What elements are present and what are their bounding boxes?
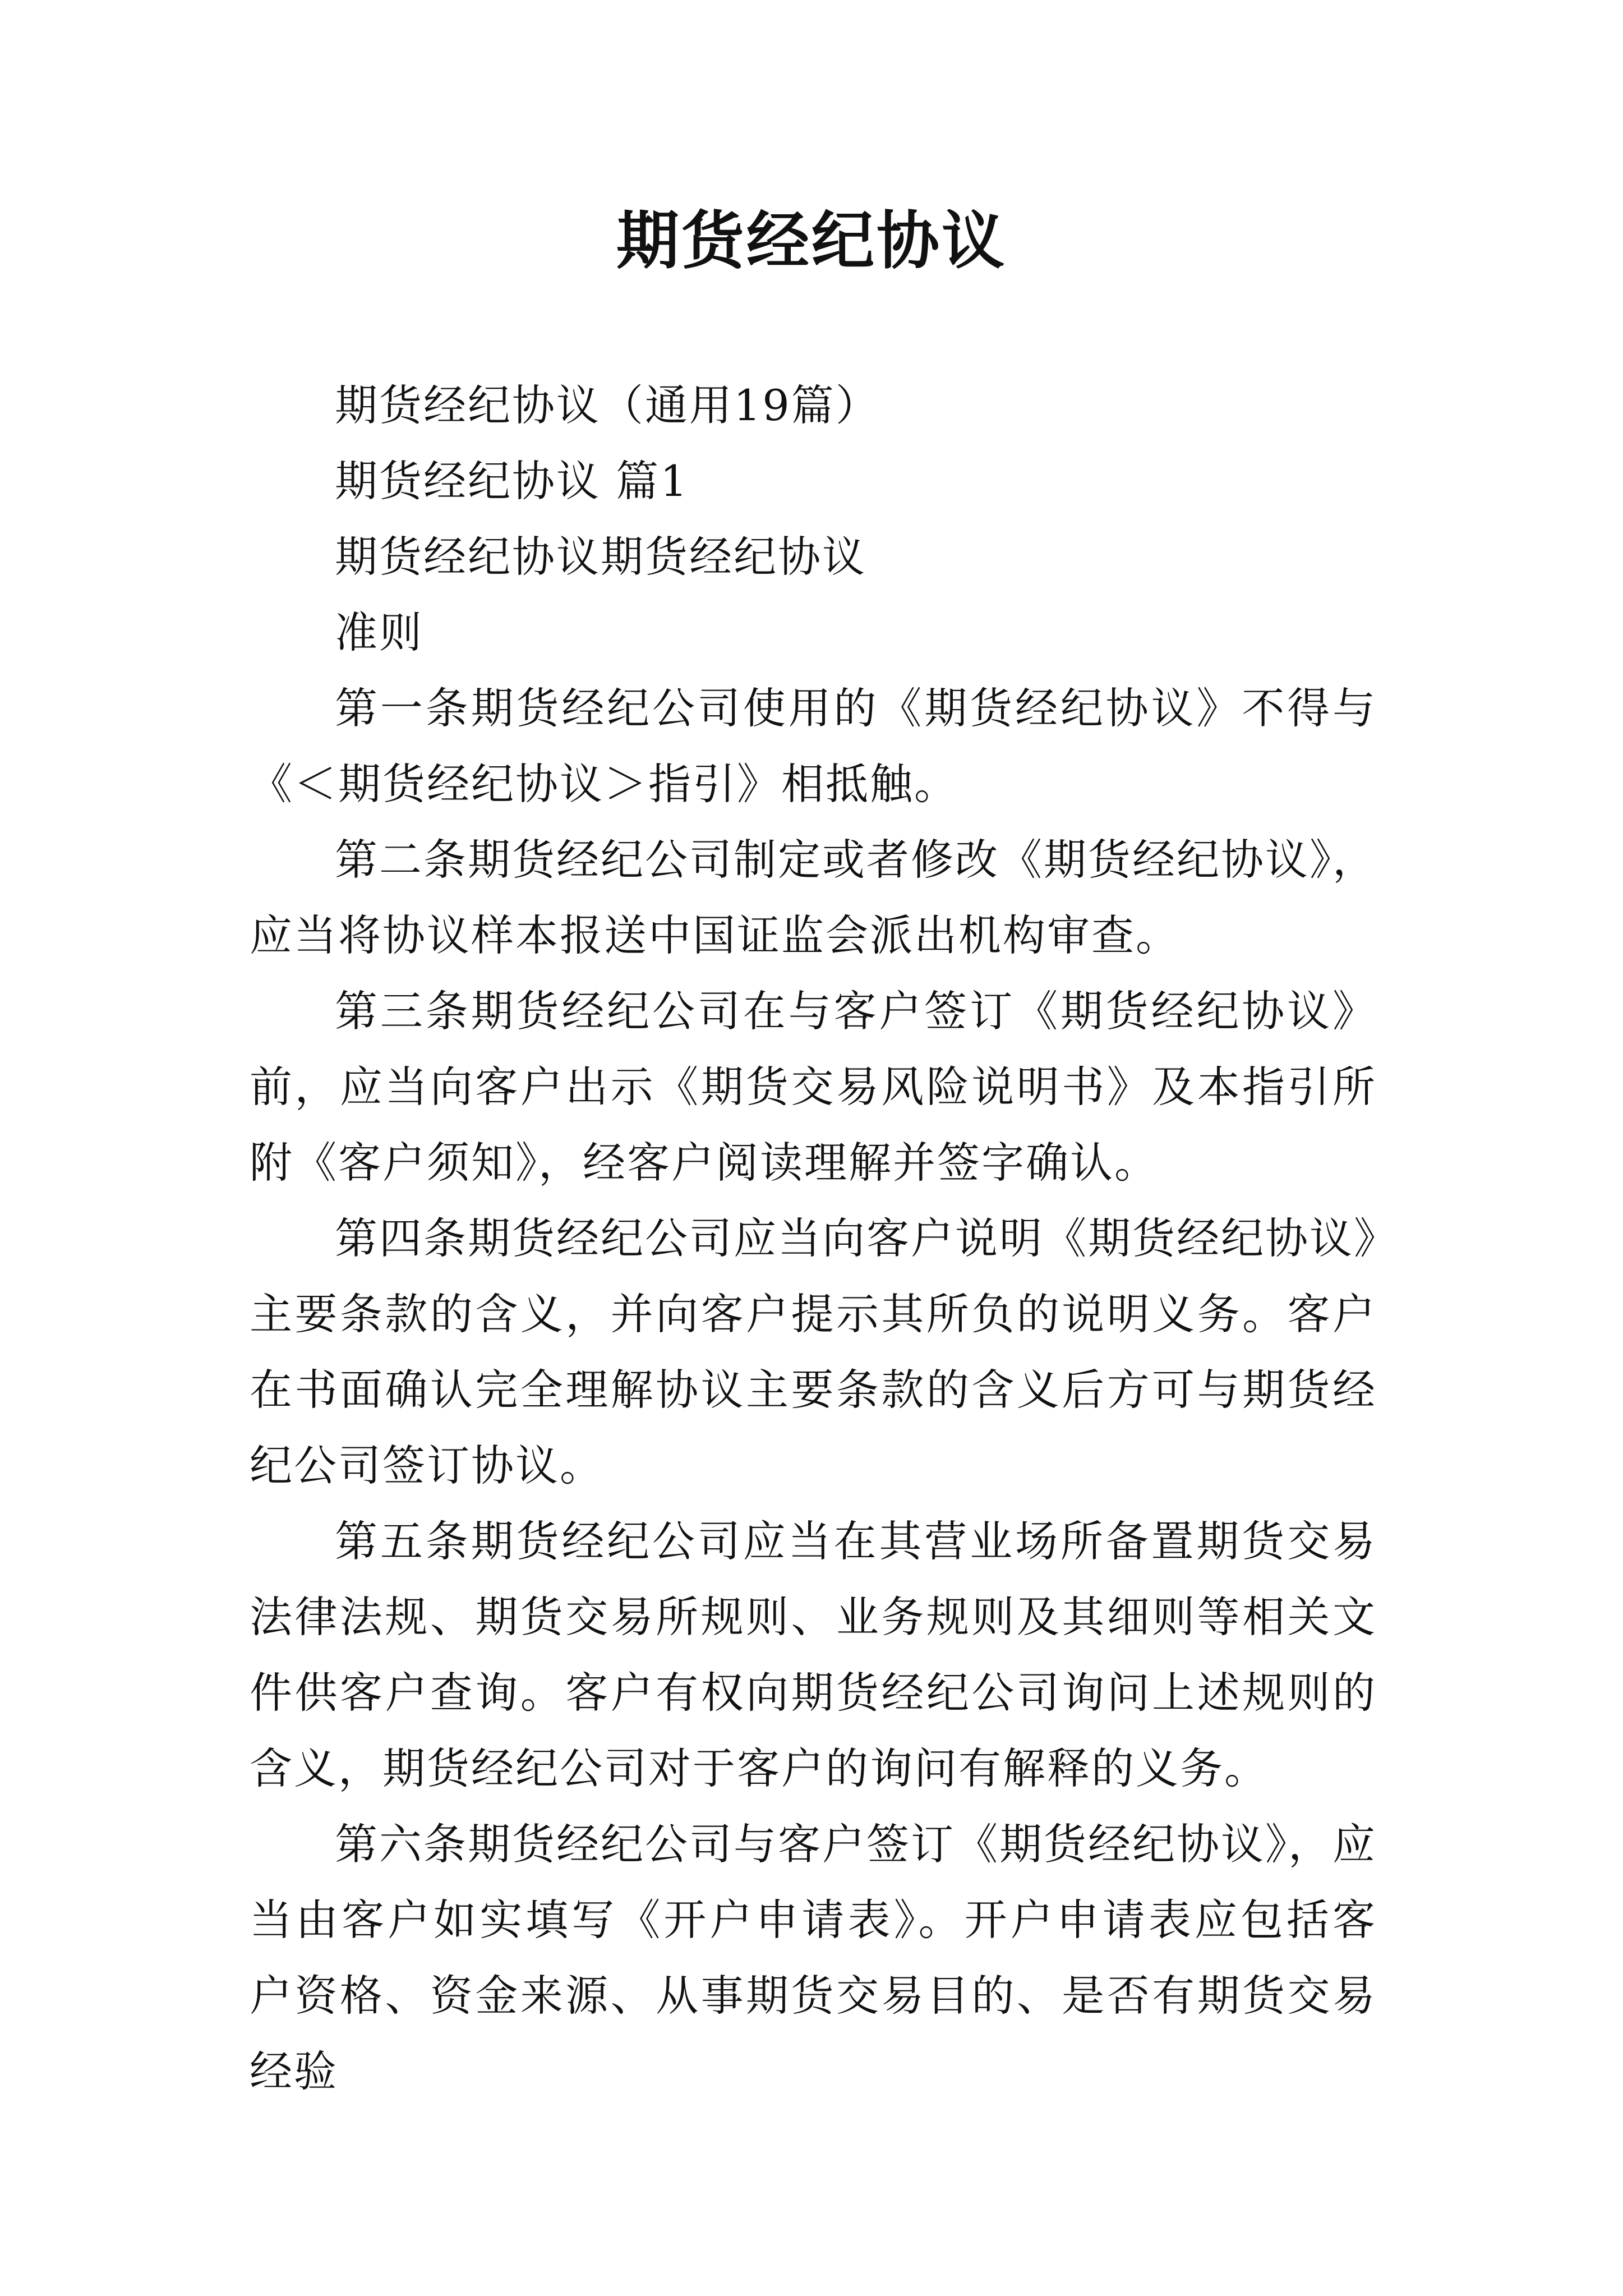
document-title: 期货经纪协议 (616, 205, 1007, 278)
paragraph-subtitle: 期货经纪协议（通用19篇） (335, 380, 880, 430)
paragraph-article-6: 第六条期货经纪公司与客户签订《期货经纪协议》，应当由客户如实填写《开户申请表》。开户申请表应包括客户资格、资金来源、从事期货交易目的、是否有期货交易经验 (250, 1819, 1377, 2096)
paragraph-article-4: 第四条期货经纪公司应当向客户说明《期货经纪协议》主要条款的含义，并向客户提示其所负的说明义务。客户在书面确认完全理解协议主要条款的含义后方可与期货经纪公司签订协议。 (250, 1213, 1377, 1490)
paragraph-heading: 期货经纪协议期货经纪协议 (335, 532, 866, 582)
paragraph-principles: 准则 (335, 608, 423, 657)
paragraph-article-5: 第五条期货经纪公司应当在其营业场所备置期货交易法律法规、期货交易所规则、业务规则及其细则等相关文件供客户查询。客户有权向期货经纪公司询问上述规则的含义，期货经纪公司对于客户的询问有解释的义务。 (250, 1516, 1377, 1793)
paragraph-article-2: 第二条期货经纪公司制定或者修改《期货经纪协议》，应当将协议样本报送中国证监会派出机构审查。 (250, 835, 1377, 960)
paragraph-article-1: 第一条期货经纪公司使用的《期货经纪协议》不得与《＜期货经纪协议＞指引》相抵触。 (250, 683, 1377, 809)
document-body (250, 367, 1377, 2109)
paragraph-section-heading: 期货经纪协议 篇1 (335, 456, 689, 506)
paragraph-article-3: 第三条期货经纪公司在与客户签订《期货经纪协议》前，应当向客户出示《期货交易风险说明书》及本指引所附《客户须知》，经客户阅读理解并签字确认。 (250, 986, 1377, 1188)
